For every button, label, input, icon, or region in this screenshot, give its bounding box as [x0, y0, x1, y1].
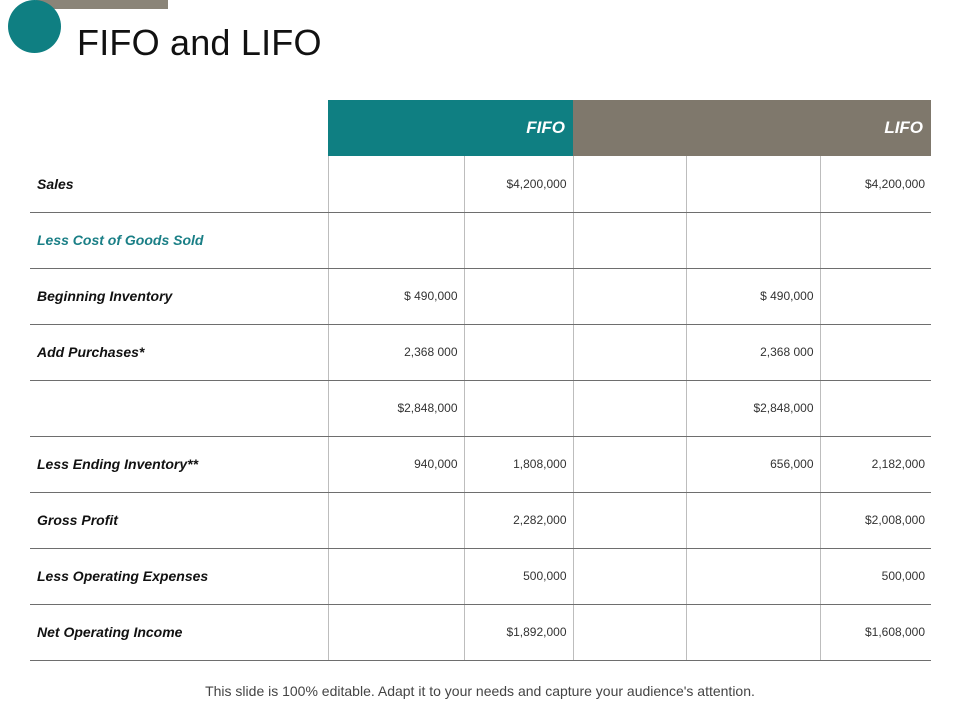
- row-label: Net Operating Income: [30, 604, 328, 660]
- lifo-inner-cell: $2,848,000: [686, 380, 820, 436]
- lifo-spacer-cell: [573, 492, 686, 548]
- lifo-total-cell: 500,000: [820, 548, 931, 604]
- table-row: [30, 548, 931, 604]
- table-header-row: [30, 100, 931, 156]
- fifo-total-cell: [464, 268, 573, 324]
- table-row: [30, 436, 931, 492]
- row-label: [30, 380, 328, 436]
- fifo-total-cell: $1,892,000: [464, 604, 573, 660]
- fifo-total-cell: [464, 212, 573, 268]
- fifo-inner-cell: $ 490,000: [328, 268, 464, 324]
- fifo-inner-cell: [328, 492, 464, 548]
- table-row: [30, 156, 931, 212]
- fifo-total-cell: [464, 380, 573, 436]
- lifo-inner-cell: 2,368 000: [686, 324, 820, 380]
- fifo-inner-cell: [328, 548, 464, 604]
- lifo-inner-cell: [686, 156, 820, 212]
- row-label: Less Ending Inventory**: [30, 436, 328, 492]
- fifo-total-cell: 1,808,000: [464, 436, 573, 492]
- lifo-total-cell: [820, 212, 931, 268]
- lifo-inner-cell: 656,000: [686, 436, 820, 492]
- header-blank-cell: [30, 100, 328, 156]
- lifo-total-cell: [820, 380, 931, 436]
- lifo-spacer-cell: [573, 604, 686, 660]
- lifo-inner-cell: [686, 548, 820, 604]
- fifo-header: FIFO: [328, 100, 573, 156]
- table-row: [30, 380, 931, 436]
- lifo-spacer-cell: [573, 212, 686, 268]
- footer-note: This slide is 100% editable. Adapt it to your needs and capture your audience's attention.: [205, 683, 755, 699]
- lifo-inner-cell: [686, 492, 820, 548]
- table-row: [30, 492, 931, 548]
- row-label: Less Cost of Goods Sold: [30, 212, 328, 268]
- table-row: [30, 268, 931, 324]
- row-label: Beginning Inventory: [30, 268, 328, 324]
- fifo-total-cell: $4,200,000: [464, 156, 573, 212]
- row-label: Less Operating Expenses: [30, 548, 328, 604]
- lifo-total-cell: [820, 268, 931, 324]
- lifo-total-cell: $4,200,000: [820, 156, 931, 212]
- fifo-total-cell: 500,000: [464, 548, 573, 604]
- lifo-total-cell: 2,182,000: [820, 436, 931, 492]
- lifo-inner-cell: [686, 604, 820, 660]
- table-row: [30, 324, 931, 380]
- lifo-inner-cell: [686, 212, 820, 268]
- fifo-total-cell: 2,282,000: [464, 492, 573, 548]
- fifo-inner-cell: 2,368 000: [328, 324, 464, 380]
- decorative-circle: [8, 0, 61, 53]
- table-row: [30, 604, 931, 660]
- lifo-inner-cell: $ 490,000: [686, 268, 820, 324]
- row-label: Sales: [30, 156, 328, 212]
- lifo-total-cell: $2,008,000: [820, 492, 931, 548]
- lifo-spacer-cell: [573, 156, 686, 212]
- fifo-inner-cell: 940,000: [328, 436, 464, 492]
- fifo-total-cell: [464, 324, 573, 380]
- lifo-spacer-cell: [573, 380, 686, 436]
- fifo-inner-cell: [328, 156, 464, 212]
- lifo-total-cell: $1,608,000: [820, 604, 931, 660]
- lifo-total-cell: [820, 324, 931, 380]
- fifo-inner-cell: $2,848,000: [328, 380, 464, 436]
- fifo-inner-cell: [328, 604, 464, 660]
- lifo-spacer-cell: [573, 268, 686, 324]
- slide-title: FIFO and LIFO: [77, 22, 322, 63]
- table-row: [30, 212, 931, 268]
- row-label: Gross Profit: [30, 492, 328, 548]
- lifo-header: LIFO: [573, 100, 931, 156]
- lifo-spacer-cell: [573, 436, 686, 492]
- lifo-spacer-cell: [573, 324, 686, 380]
- row-label: Add Purchases*: [30, 324, 328, 380]
- lifo-spacer-cell: [573, 548, 686, 604]
- fifo-inner-cell: [328, 212, 464, 268]
- fifo-lifo-table: [30, 100, 931, 661]
- decorative-bar: [36, 0, 168, 9]
